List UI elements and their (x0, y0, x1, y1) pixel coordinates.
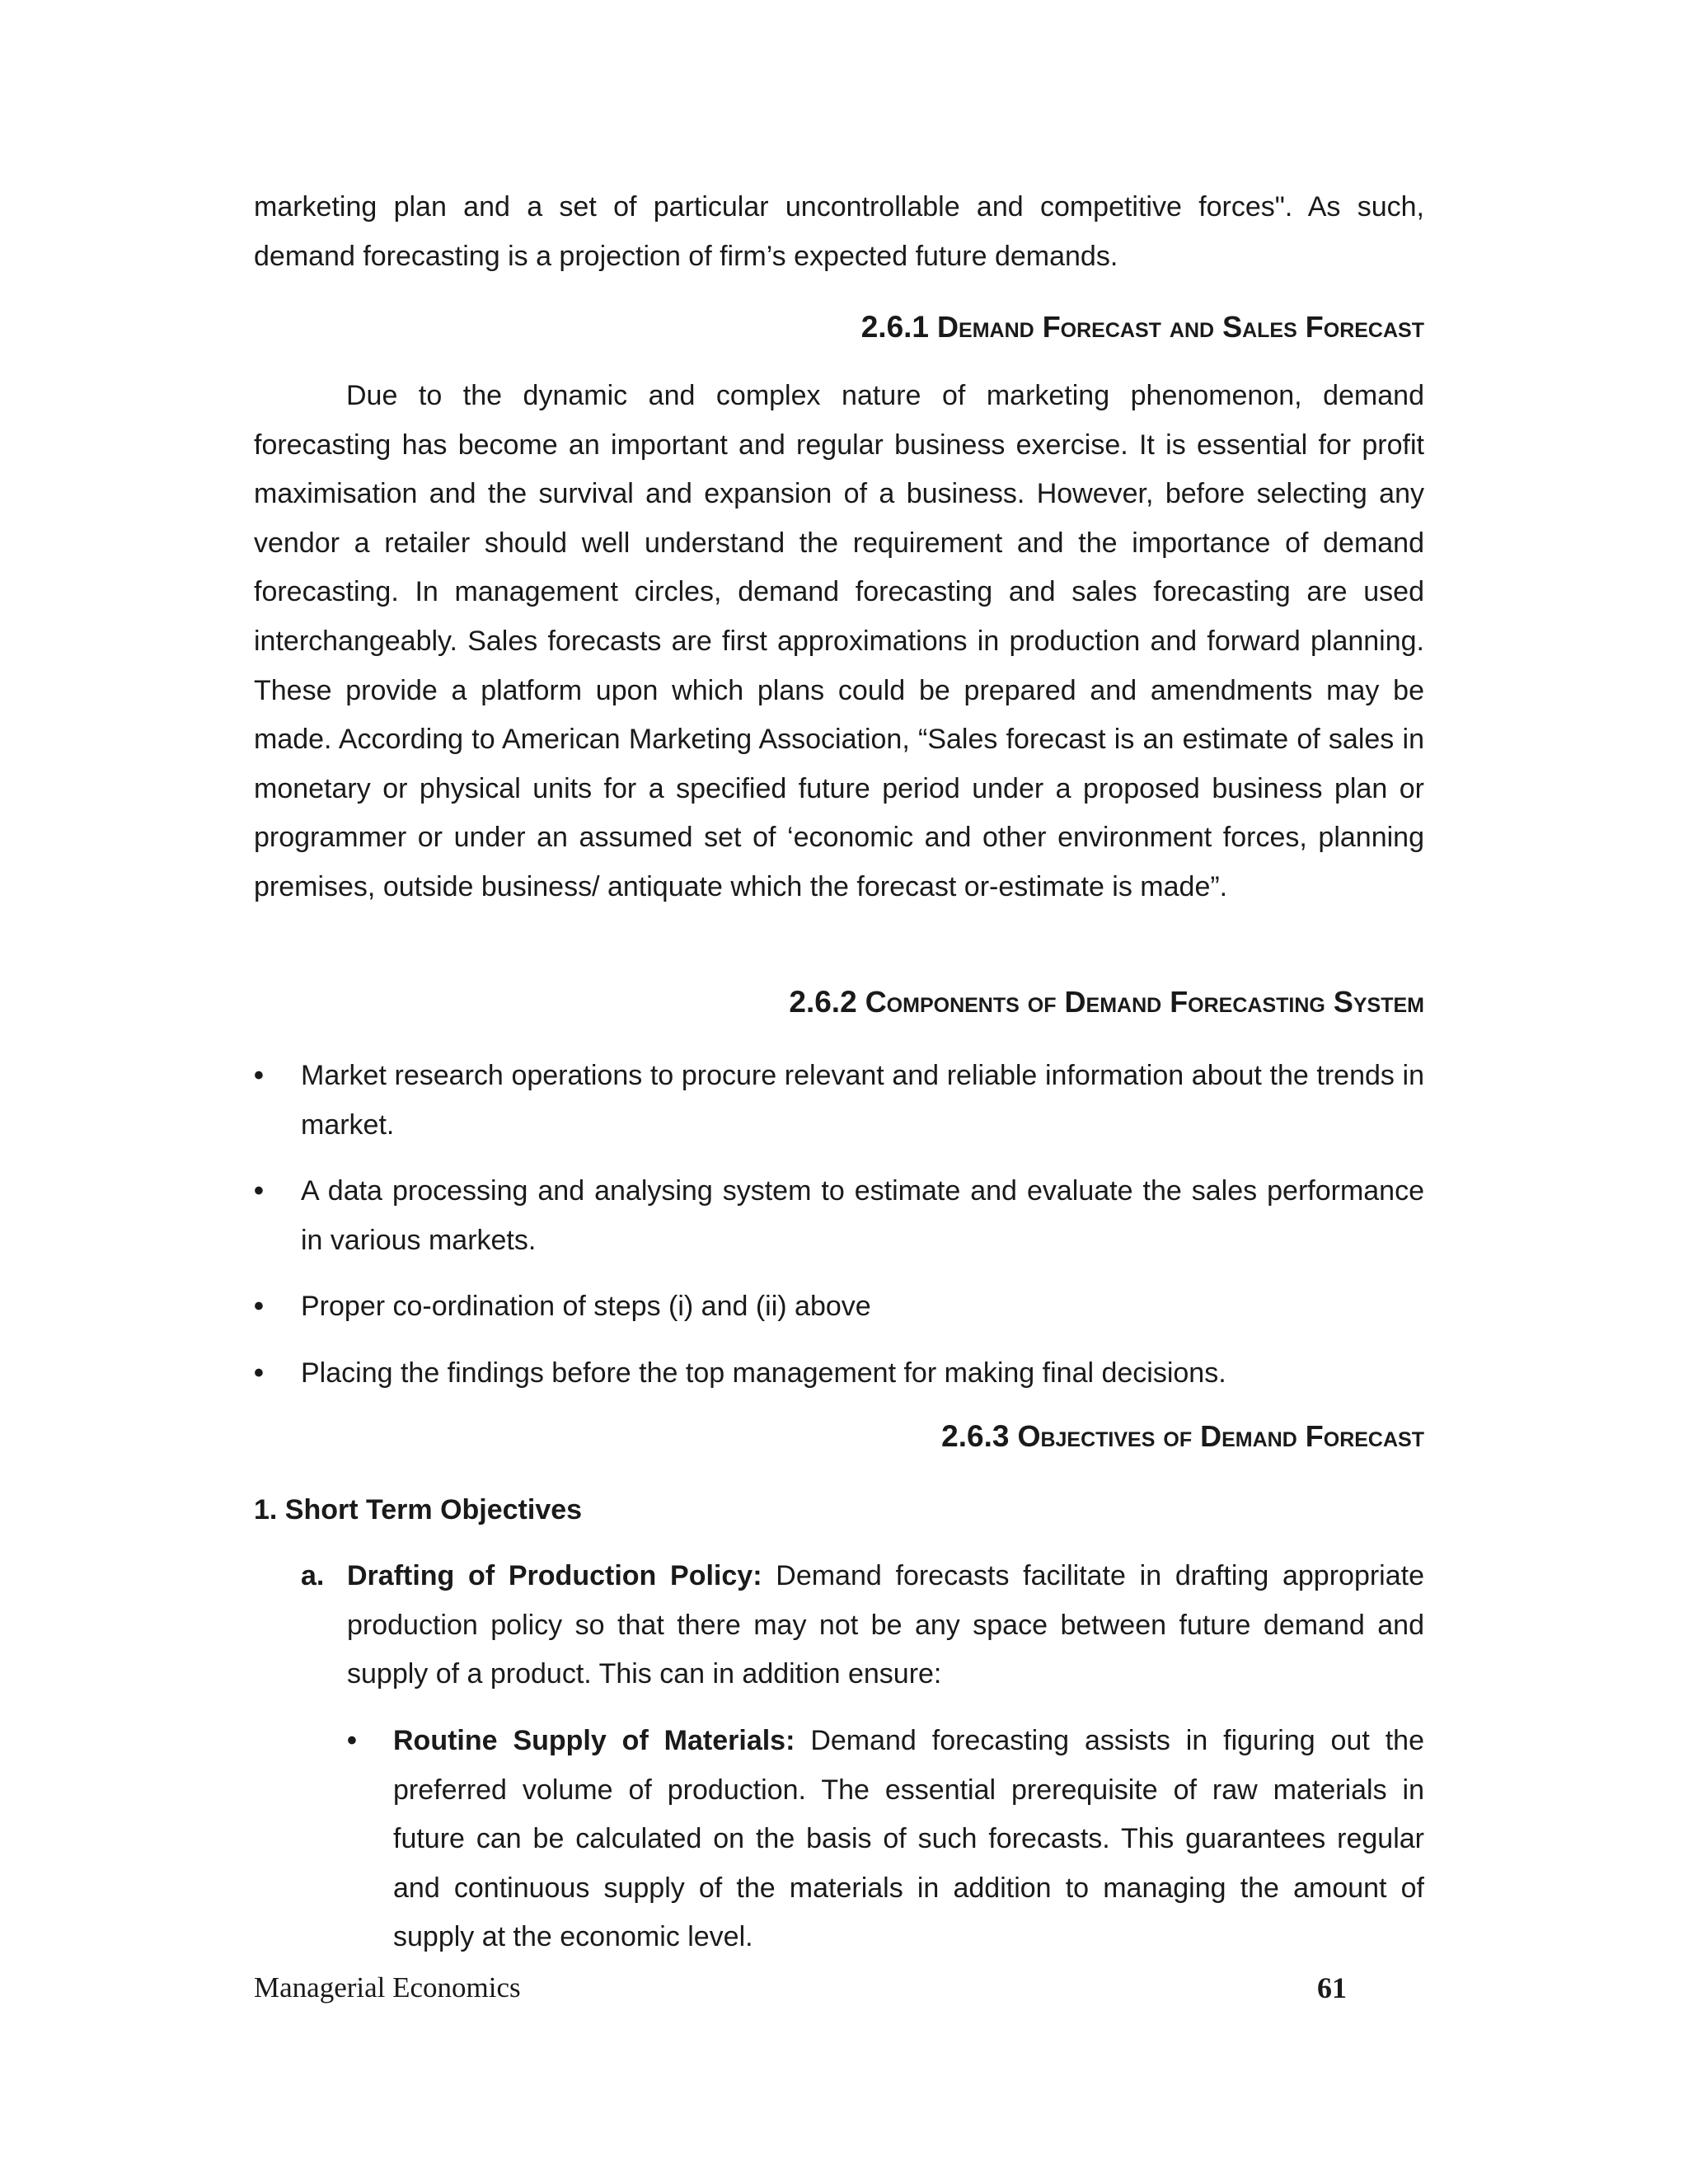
document-page (254, 0, 1424, 2184)
demand-sales-forecast-paragraph: Due to the dynamic and complex nature of marketing phenomenon, demand forecasting has become an important and regular business exercise. It is essential for profit maximisation and the survival and expansion of a business. However, before selecting any vendor a retailer should well understand the requirement and the importance of demand forecasting. In management circles, demand forecasting and sales forecasting are used interchangeably. Sales forecasts are first approximations in production and forward planning. These provide a platform upon which plans could be prepared and amendments may be made. According to American Marketing Association, “Sales forecast is an estimate of sales in monetary or physical units for a specified future period under a proposed business plan or programmer or under an assumed set of ‘economic and other environment forces, planning premises, outside business/ antiquate which the forecast or-estimate is made”. (254, 380, 1424, 902)
routine-supply-body: Demand forecasting assists in figuring out the preferred volume of production. The essential prerequisite of raw materials in future can be calculated on the basis of such forecasts. This guarantees regular and continuous supply of the materials in addition to managing the amount of supply at the economic level. (393, 1725, 1424, 1953)
objective-item-a-text (347, 1552, 1424, 1699)
intro-paragraph: marketing plan and a set of particular uncontrollable and competitive forces". As such, demand forecasting is a projection of firm’s expected future demands. (254, 191, 1424, 272)
section-title: Demand Forecast and Sales Forecast (937, 310, 1424, 344)
list-item (254, 1282, 1424, 1332)
objective-item-a-body: Demand forecasts facilitate in drafting appropriate production policy so that there may not be any space between future demand and supply of a product. This can in addition ensure: (347, 1560, 1424, 1690)
list-item (254, 1052, 1424, 1150)
section-heading-2-6-3 (254, 1417, 1424, 1456)
footer-page-number: 61 (1317, 1971, 1347, 2004)
components-list (254, 1052, 1424, 1416)
routine-supply-label: Routine Supply of Materials: (393, 1725, 795, 1756)
section-title: Components of Demand Forecasting System (865, 985, 1424, 1019)
footer-book-title: Managerial Economics (254, 1971, 521, 2004)
section-number: 2.6.2 (789, 985, 857, 1019)
bullet-icon: • (254, 1175, 264, 1207)
routine-supply-item (347, 1717, 1424, 1962)
item-marker: a. (301, 1560, 325, 1591)
routine-supply-text (393, 1717, 1424, 1962)
list-item-text: Placing the findings before the top management for making final decisions. (301, 1357, 1226, 1389)
list-item (254, 1349, 1424, 1399)
bullet-icon: • (254, 1060, 264, 1091)
list-item-text: A data processing and analysing system to estimate and evaluate the sales performance in various markets. (301, 1175, 1424, 1256)
bullet-icon: • (254, 1291, 264, 1323)
objective-item-a (301, 1552, 1424, 1699)
objective-item-a-label: Drafting of Production Policy: (347, 1560, 762, 1591)
bullet-icon: • (254, 1357, 264, 1389)
list-item-text: Market research operations to procure relevant and reliable information about the trends in market. (301, 1060, 1424, 1141)
section-heading-2-6-1 (254, 307, 1424, 347)
short-term-objectives-heading: 1. Short Term Objectives (254, 1494, 583, 1526)
section-number: 2.6.3 (941, 1419, 1010, 1453)
list-item (254, 1167, 1424, 1265)
bullet-icon: • (347, 1725, 357, 1756)
section-title: Objectives of Demand Forecast (1017, 1419, 1424, 1453)
list-item-text: Proper co-ordination of steps (i) and (ii) above (301, 1291, 871, 1323)
section-heading-2-6-2 (254, 982, 1424, 1022)
section-number: 2.6.1 (860, 310, 930, 344)
